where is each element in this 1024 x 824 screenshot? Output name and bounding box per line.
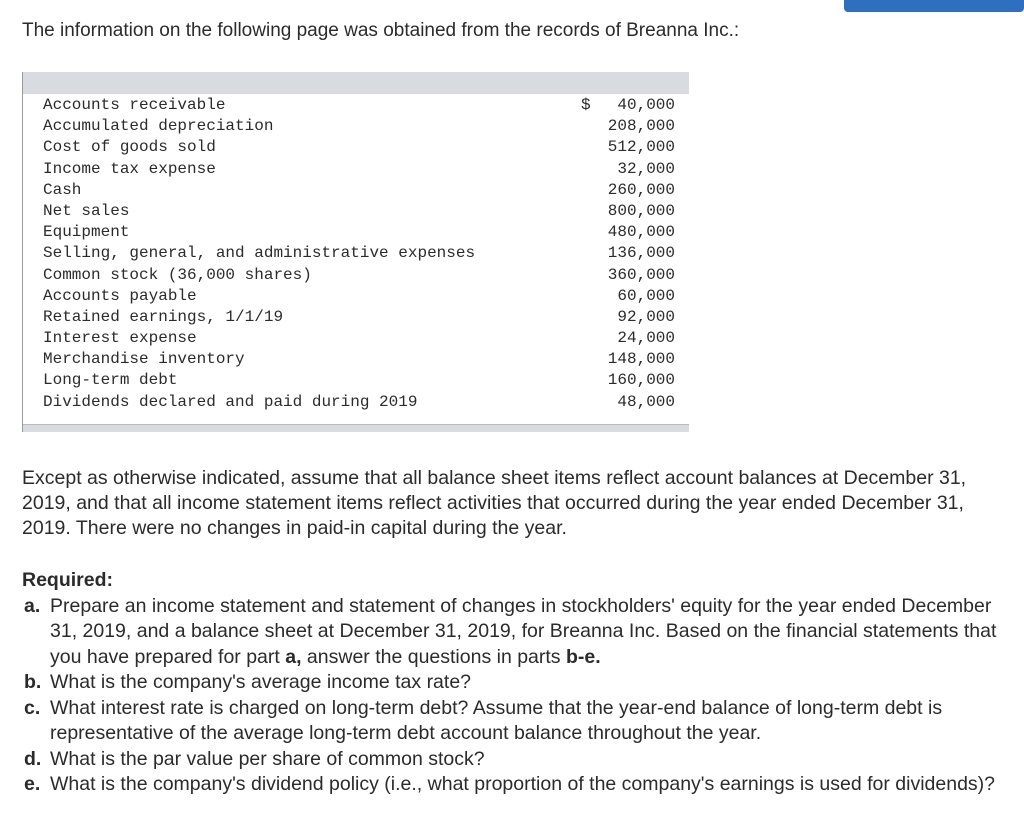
table-footer-bar [23,424,689,432]
account-label: Cost of goods sold [43,138,216,157]
account-label: Retained earnings, 1/1/19 [43,307,284,326]
table-row [23,328,689,349]
account-label: Cash [43,180,82,199]
account-label: Accounts receivable [43,96,226,114]
question-letter: a. [24,594,41,617]
currency-symbol: $ [581,96,591,114]
table-row [23,286,689,307]
table-row [23,392,689,413]
account-amount: 512,000 [607,138,675,157]
question-letter: d. [24,747,42,770]
account-label: Common stock (36,000 shares) [43,265,312,284]
table-row [23,95,689,116]
table-row [23,349,689,370]
question-letter: e. [24,773,41,795]
table-row [23,180,689,201]
question-list [22,594,1017,798]
intro-text: The information on the following page was obtained from the records of Breanna Inc.: [22,20,740,41]
account-amount: 60,000 [617,286,675,305]
question-d: d. What is the par value per share of common stock? [22,747,1017,773]
account-amount: 24,000 [617,329,675,348]
top-action-button[interactable] [844,0,1024,12]
question-a: a. Prepare an income statement and statement of changes in stockholders' equity for the year ended December 31, 2019, and a balance sheet at December 31, 2019, for Breanna Inc. Based on the financial statements that you have prepared for part a, answer the questions in parts b-e. [24,594,997,668]
table-row [23,222,689,243]
table-row [23,265,689,286]
table-row [23,116,689,137]
account-amount: 480,000 [607,223,675,242]
account-amount: 40,000 [617,96,675,114]
required-title: Required: [22,569,114,591]
account-amount: 160,000 [607,371,675,390]
account-amount: 260,000 [607,180,675,199]
account-amount: 136,000 [607,244,675,263]
account-amount: 92,000 [617,307,675,326]
account-amount: 360,000 [607,265,675,284]
table-header-bar [23,72,689,94]
account-balances-table [22,72,689,432]
table-row [23,243,689,264]
table-rows [23,94,689,413]
account-label: Accumulated depreciation [43,117,274,136]
account-label: Dividends declared and paid during 2019 [43,392,418,411]
required-section [22,568,1017,798]
table-row [23,370,689,391]
account-label: Long-term debt [43,371,178,390]
question-letter: c. [24,696,41,719]
question-c: c. What interest rate is charged on long-term debt? Assume that the year-end balance of long-term debt is representative of the average long-term debt account balance throughout the year. [24,696,943,744]
account-label: Net sales [43,201,130,220]
table-row [23,307,689,328]
question-b: b. What is the company's average income tax rate? [22,670,1017,696]
table-row [23,159,689,180]
question-letter: b. [24,671,42,693]
account-label: Equipment [43,223,130,242]
account-label: Accounts payable [43,286,197,305]
account-amount: 48,000 [617,392,675,411]
assumption-paragraph: Except as otherwise indicated, assume that all balance sheet items reflect account balances at December 31, 2019, and that all income statement items reflect activities that occurred during the year ended December 31, 2019. There were no changes in paid-in capital during the year. [22,467,967,539]
table-row [23,201,689,222]
account-amount: 32,000 [617,159,675,178]
account-label: Selling, general, and administrative expenses [43,244,476,263]
account-amount: 800,000 [607,201,675,220]
account-amount: 148,000 [607,350,675,369]
account-amount: 208,000 [607,117,675,136]
account-label: Income tax expense [43,159,216,178]
account-label: Interest expense [43,329,197,348]
account-label: Merchandise inventory [43,350,245,369]
table-row [23,137,689,158]
question-e: e. What is the company's dividend policy (i.e., what proportion of the company's earnings is used for dividends)? [22,772,1017,798]
